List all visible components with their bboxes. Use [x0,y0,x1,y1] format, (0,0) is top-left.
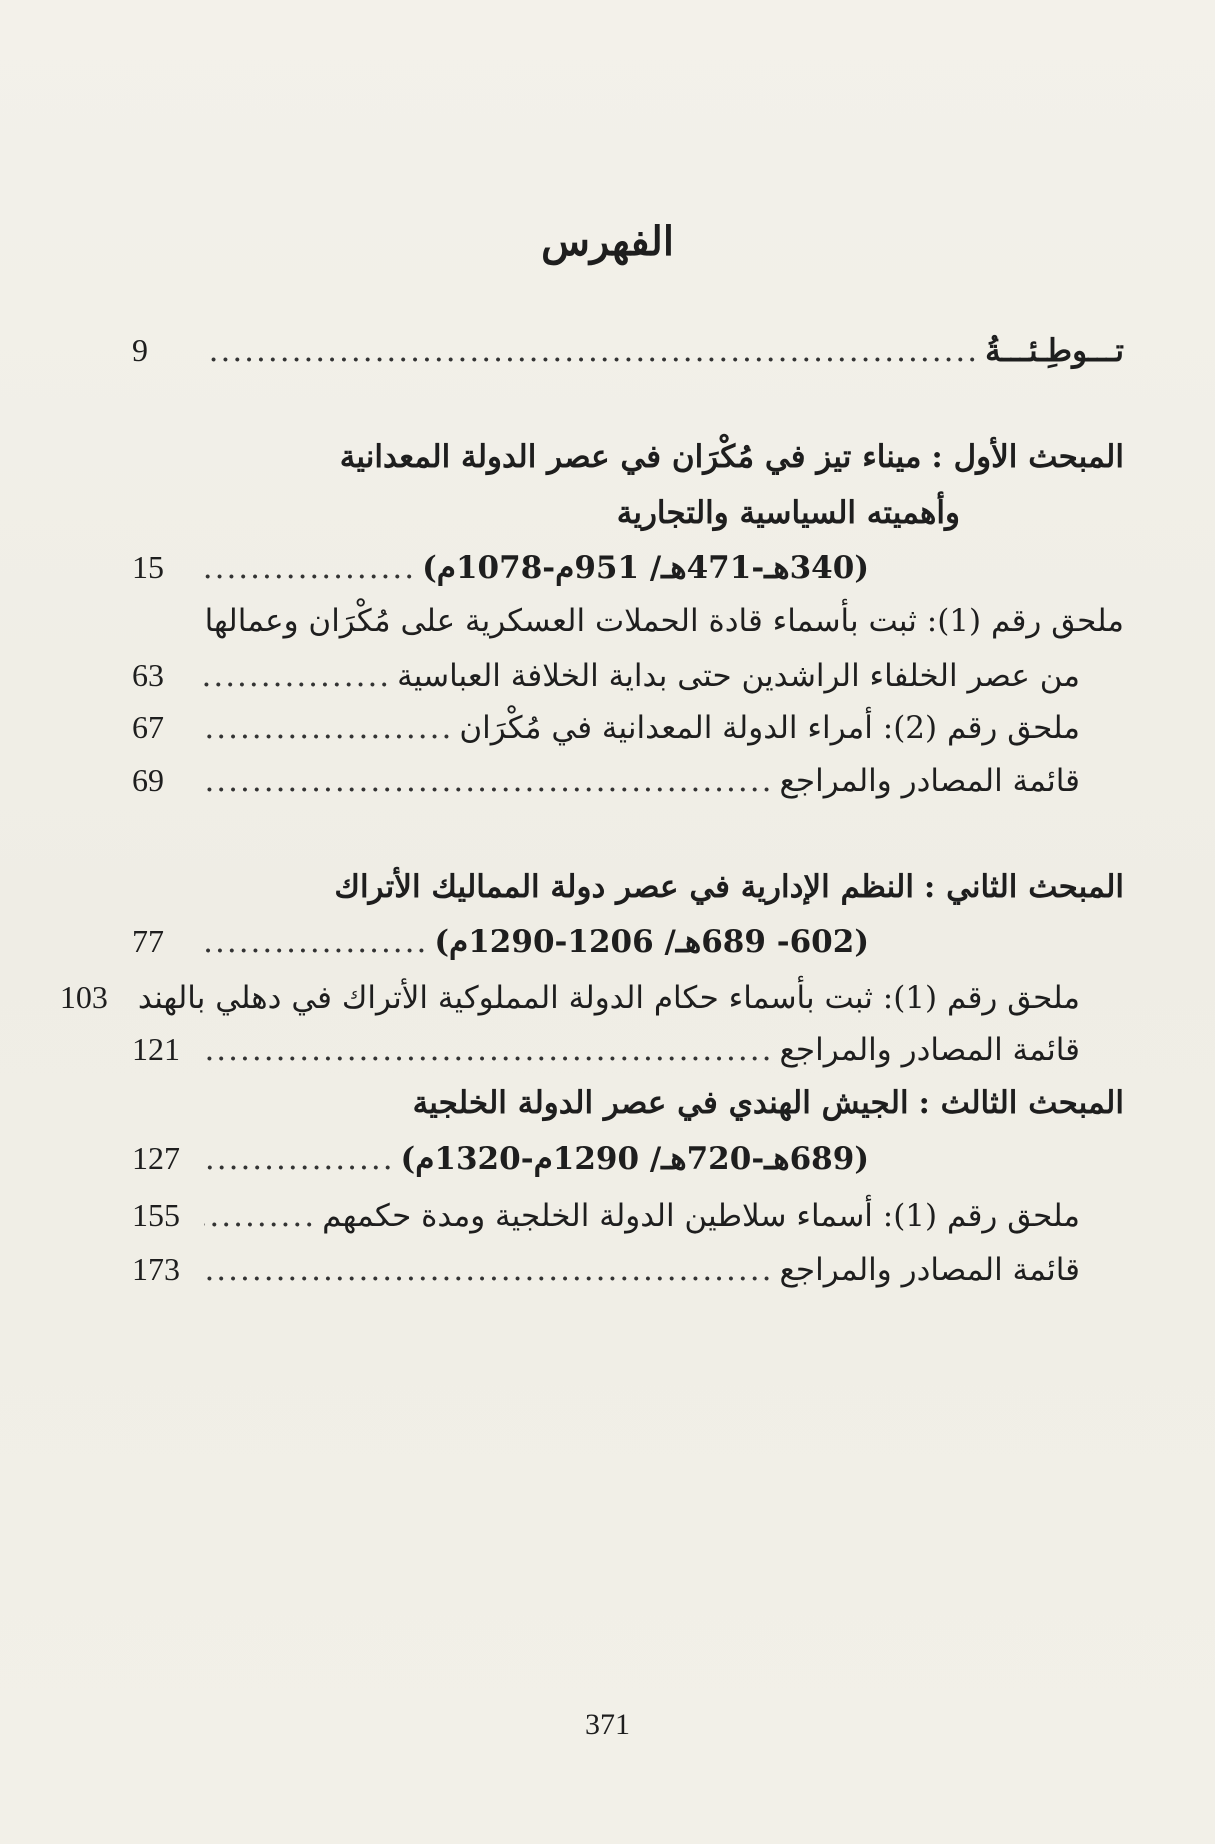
dot-leader [204,703,453,753]
section-label: المبحث الأول : [931,439,1124,475]
section1-heading-line2 [617,488,960,538]
toc-entry-label: تـــوطِـئـــةُ [985,333,1124,369]
toc-entry-section3-appendix1 [132,1190,1080,1240]
section-title: الجيش الهندي في عصر الدولة الخلجية [412,1085,909,1121]
appendix-title-continued: من عصر الخلفاء الراشدين حتى بداية الخلافة العباسية [397,658,1080,694]
sources-label: قائمة المصادر والمراجع [779,763,1080,799]
section-label: المبحث الثاني : [923,869,1124,905]
section-dates: (340هـ-471هـ/ 951م-1078م) [422,550,869,586]
dot-leader [204,1191,316,1241]
appendix-title: ملحق رقم (1): أسماء سلاطين الدولة الخلجية ومدة حكمهم [322,1198,1080,1234]
dot-leader [204,326,979,376]
page-title: الفهرس [541,218,674,265]
section-title-continued: وأهميته السياسية والتجارية [616,495,960,531]
toc-page-number: 103 [59,979,108,1015]
section3-heading [132,1078,1124,1128]
toc-page-number: 155 [132,1197,180,1233]
section1-heading [132,432,1124,482]
toc-page-number: 69 [132,762,164,798]
toc-entry-section1-appendix2 [132,702,1080,752]
dot-leader [204,1025,773,1075]
toc-page-number: 63 [132,657,164,693]
toc-entry-intro [132,325,1124,375]
page-number: 371 [585,1708,630,1741]
toc-page-number: 173 [132,1251,180,1287]
sources-label: قائمة المصادر والمراجع [779,1032,1080,1068]
section-dates: (602- 689هـ/ 1206-1290م) [434,924,869,960]
dot-leader [204,1134,395,1184]
section-title: النظم الإدارية في عصر دولة المماليك الأتراك [334,869,914,905]
section1-appendix1-line1 [205,596,1124,646]
dot-leader [204,1245,773,1295]
toc-page-number: 121 [132,1031,180,1067]
toc-entry-section1-sources [132,755,1080,805]
dot-leader [204,917,428,967]
toc-entry-section2-appendix1 [59,972,1080,1022]
toc-entry-section1-dates [132,542,1124,592]
toc-page-number: 15 [132,549,164,585]
section-title: ميناء تيز في مُكْرَان في عصر الدولة المعدانية [339,439,922,475]
sources-label: قائمة المصادر والمراجع [779,1252,1080,1288]
toc-page-number: 9 [132,332,148,368]
section-dates: (689هـ-720هـ/ 1290م-1320م) [400,1141,869,1177]
dot-leader [204,651,391,701]
toc-entry-section3-dates [132,1133,1124,1183]
appendix-title: ملحق رقم (1): ثبت بأسماء قادة الحملات العسكرية على مُكْرَان وعمالها [204,603,1124,639]
dot-leader [204,543,416,593]
toc-entry-section2-sources [132,1024,1080,1074]
section-label: المبحث الثالث : [918,1085,1124,1121]
toc-entry-section1-appendix1 [132,650,1080,700]
toc-entry-section2-dates [132,916,1124,966]
appendix-title: ملحق رقم (2): أمراء الدولة المعدانية في مُكْرَان [459,710,1080,746]
toc-page-number: 67 [132,709,164,745]
toc-entry-section3-sources [132,1244,1080,1294]
toc-page-number: 127 [132,1140,180,1176]
dot-leader [204,756,773,806]
toc-page-number: 77 [132,923,164,959]
section2-heading [132,862,1124,912]
appendix-title: ملحق رقم (1): ثبت بأسماء حكام الدولة المملوكية الأتراك في دهلي بالهند [137,980,1080,1016]
